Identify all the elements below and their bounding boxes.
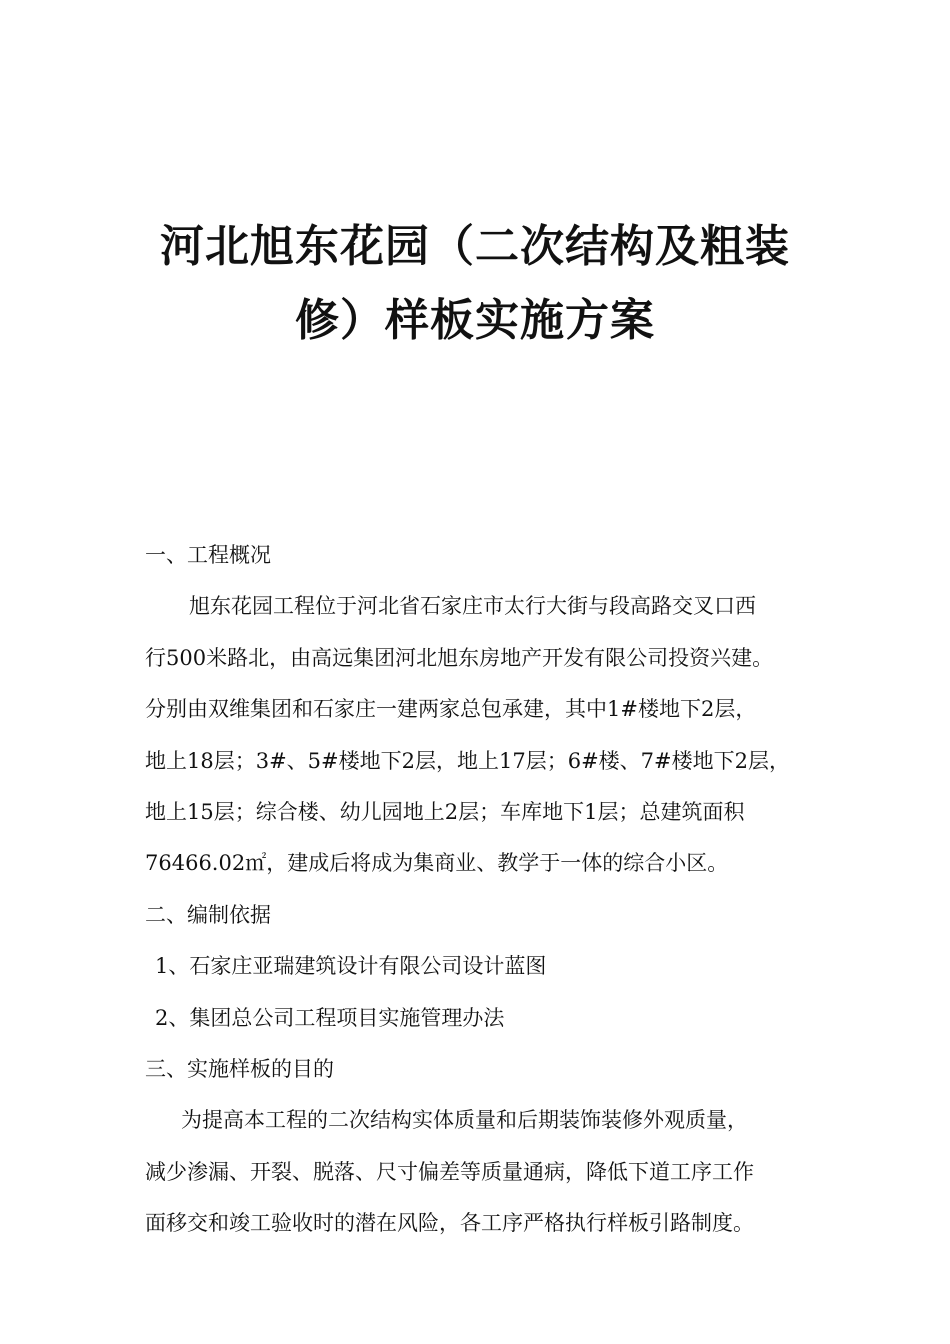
list-item: 2、集团总公司工程项目实施管理办法 <box>155 1005 505 1030</box>
section-heading-basis: 二、编制依据 <box>145 902 271 927</box>
paragraph-line: 行500米路北，由高远集团河北旭东房地产开发有限公司投资兴建。 <box>145 645 774 670</box>
section-heading-purpose: 三、实施样板的目的 <box>145 1056 334 1081</box>
title-line-2: 修）样板实施方案 <box>295 295 655 346</box>
paragraph-line: 地上18层；3#、5#楼地下2层，地上17层；6#楼、7#楼地下2层， <box>145 748 790 773</box>
paragraph-line: 地上15层；综合楼、幼儿园地上2层；车库地下1层；总建筑面积 <box>145 799 745 824</box>
paragraph-line: 减少渗漏、开裂、脱落、尺寸偏差等质量通病，降低下道工序工作 <box>145 1159 754 1184</box>
paragraph-line: 面移交和竣工验收时的潜在风险，各工序严格执行样板引路制度。 <box>145 1211 754 1236</box>
section-heading-overview: 一、工程概况 <box>145 543 271 567</box>
document-title <box>120 210 830 358</box>
paragraph-line: 为提高本工程的二次结构实体质量和后期装饰装修外观质量， <box>181 1108 748 1133</box>
paragraph-line: 76466.02㎡，建成后将成为集商业、教学于一体的综合小区。 <box>145 851 729 876</box>
title-line-1: 河北旭东花园（二次结构及粗装 <box>160 221 790 272</box>
list-item: 1、石家庄亚瑞建筑设计有限公司设计蓝图 <box>155 954 547 979</box>
paragraph-line: 旭东花园工程位于河北省石家庄市太行大街与段高路交叉口西 <box>189 594 756 619</box>
document-body <box>145 530 815 1249</box>
paragraph-line: 分别由双维集团和石家庄一建两家总包承建，其中1#楼地下2层， <box>145 697 757 722</box>
